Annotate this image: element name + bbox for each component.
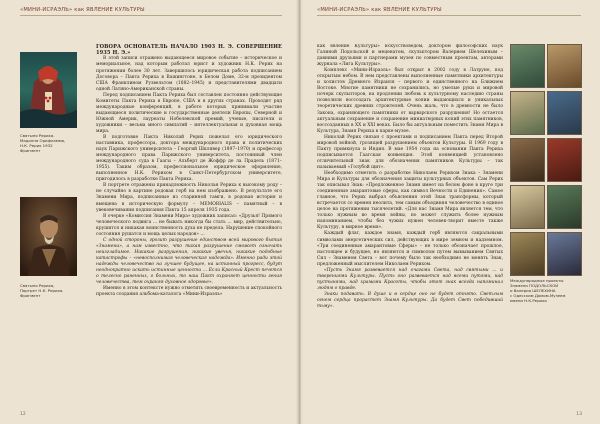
italic-quote: Знаки подавать. В душе и в сердце оно не будет отнято. Светлым огнем сердца прорастет Знамя Культуры. Да будет Свет победивший тьму». bbox=[317, 291, 503, 310]
paragraph: как явление Культуры» искусствоведом, доктором философских наук Галиной Подольской и меценатом, скульптором Валерием Шелехиным – давними друзьями и партнерами музея по совместным проектам, авторами журнала «Лига Культуры». bbox=[317, 44, 503, 68]
caption-painting bbox=[20, 133, 65, 153]
cover-thumbnail bbox=[547, 44, 582, 88]
caption-line: Мадонна Орифламма, bbox=[20, 138, 66, 143]
caption-line: Международные проекты bbox=[510, 278, 564, 283]
paragraph: Необходимо отметить о разработке Николаем Рерихом Знака – Знамени Мира и Культуры для обозначения защиты культурных объектов. Сам Рерих так описывал Знак: «Предложенное Знамя имеет на белом фоне в круге три соединенные амарантовые сферы, как символ Вечности и Единения». Самое главное, что Рерих выбрал объяснения этой Знак трансформы, который встречается со времен неолита, тем самым объединяя человечество в единое целое на протяжении тысячелетий. «Для нас Знамя Мира является тем, что только нужным во время войны, но может служить более нужным напоминанием, чтобы без чужих нужен человек-творит вместе также Культуру, в мирное время». bbox=[317, 170, 503, 231]
right-page bbox=[301, 0, 600, 424]
italic-quote: «Пусть Знамя развевается над очагами Света, над святыми ... и творениями Культуры. Пусть оно развевается над всеми путями, над пустынями, над храмами Красоты, чтобы этот знак всегда напоминал людям о правде. bbox=[317, 267, 503, 291]
caption-portrait bbox=[20, 283, 63, 298]
caption-projects bbox=[510, 278, 565, 303]
cover-thumbnail bbox=[510, 138, 545, 182]
paragraph: Николай Рерих связан с проектами и подписанием Пакта перед Второй мировой войной, грозящей разрушением объектов Культуры. В 1969 году в Пакту примкнула и Индия. В мае 1954 года на основании Пакта Рериха подписывается Гаагская конвенция. Этой конвенцией установлено отличительный знак для обозначения памятников Культуры – так называемый «Голубой щит». bbox=[317, 134, 503, 170]
cover-thumbnail bbox=[510, 44, 545, 88]
cover-thumbnail bbox=[510, 185, 545, 229]
column-heading: ГОВОРА ОСНОВАТЕЛЬ НАЧАЛО 1903 Н. Э. СОВЕРШЕНИЕ 1935 Н. Э.» bbox=[96, 44, 282, 57]
caption-line: и Валерия ШЕЛЕХИНА bbox=[510, 288, 556, 293]
right-text-column bbox=[317, 44, 503, 408]
cover-thumbnail bbox=[547, 232, 582, 276]
paragraph: Перед подписанием Пакта Рериха был составлен постоянно действующие Комитеты Пакта Рериха в Европе, США и в других странах. Проходит ряд международные конференций, в работе которых принимали участие выдающиеся политические и государственные деятели Европы, Северной и Южной Америк, лауреаты Нобелевской премий, ученые, писатели и художники – весьма много симпатий – интеллектуальная и духовная мощь мира. bbox=[96, 92, 282, 134]
paragraph: Именно в этом контексте нужно отметить своевременность и актуальность проекта создания альбома-каталога «Мини-Израэль» bbox=[96, 286, 282, 298]
caption-line: с Одесским Домом-Музеем bbox=[510, 293, 566, 298]
cover-thumbnail bbox=[547, 185, 582, 229]
header-rule-right bbox=[317, 15, 581, 16]
header-rule-left bbox=[20, 15, 282, 16]
paragraph: В подготовке Пакта Николай Рерих пожелал его юридического наставника, профессора, доктора международного права и политических наук Парижского университета – Георгий Шклявер (1897–1970) и профессор международного права Парижского университета, постоянный член международного суда в Гаагы – Альберт де Жоффр де ла Прадель (1871–1955). Таким образом, профессиональное юридическое оформление, выполненное Н.К. Рерихом в Санкт-Петербургском университете, пригодилось в разработке Пакта Рериха. bbox=[96, 135, 282, 183]
caption-line: Святыня Рериха. bbox=[20, 133, 55, 138]
caption-line: имени Н.К.Рериха bbox=[510, 298, 547, 303]
left-page bbox=[0, 0, 299, 424]
cover-thumbnail bbox=[547, 138, 582, 182]
painting-icon bbox=[20, 52, 77, 128]
caption-line: Фрагмент bbox=[20, 148, 41, 153]
paragraph: В портрете отражены принадлежность Николая Рериха к высокому роду – не случайно в картине родовая герб на нем изображено. В результате его Знамени Мира, подписанные из старинной тамги, в родовая история и вмещена в историческую формулу – MEMORIALIS – памятный – в увековечивании подписания Пакта 15 апреля 1935 года. bbox=[96, 183, 282, 213]
italic-quote: С одной стороны, грозит разрушение единством всей мирового бытия «Знамени», а нам известно, что такая разрушение сможет означать неизгладимое. Никакие разрушения, никакие увечья, никакие подобные катастрофы – «невосполнимая человеческая надежда». Именно ради этой надежды человечество на лучшее будущее, на истинный прогресс, будут неоднократно искать истинные ценности ... Если Красный Крест печется о телесно раненных, о больных, то наш Пакт охраняет ценности гения человечества, тем охраняя духовное здоровье». bbox=[96, 237, 282, 286]
paragraph: В очерке «Комиссия Знамени Мира» художник записал: «Друзья! Прямого человеческого подвига ... не бывать никогда бы стать ... мир, действительно, крушится и никакая воинственность духа не предела. Нарушение спокойного состояния рушатся и мощь целых народов» ... bbox=[96, 213, 282, 237]
caption-line: Святыня Рериха, bbox=[20, 283, 55, 288]
cover-thumbnail bbox=[547, 91, 582, 135]
paragraph: Комплекс «Мини-Израэль» был открыт в 2002 году в Латруне, под открытым небом. В нем представлены выполненные памятники архитектуры и холистов Древнего Израиля – первого и единственного на Ближнем Востоке. Многие памятники не сохранились, но умелые руки и мировой почерк скульпторов, на продлении любовь к культурному наследию страны позволили воссоздать архитектурные копии выдающихся и уникальных теоретических древних строителей. Очень жаль, что в древности не было Закона, охраняющего памятники от варварского разрушения! Но остается актуальным сохранение и сохранение миниатюрных копий этих памятников, воссозданных в XX и XXI веках. Было бы актуальным поместить Знамя Мира в Культура, Знамя Рериха в парке-музее. bbox=[317, 68, 503, 134]
running-head-left: «МИНИ-ИСРАЭЛЬ» как ЯВЛЕНИЕ КУЛЬТУРЫ bbox=[20, 7, 145, 13]
book-gutter bbox=[296, 0, 304, 424]
page-number-left: 12 bbox=[20, 412, 26, 417]
caption-line: Портрет Н.К. Рериха. bbox=[20, 288, 64, 293]
roerich-portrait bbox=[20, 197, 77, 276]
caption-line: Знамени ПОДОЛЬСКОЙ bbox=[510, 283, 559, 288]
portrait-icon bbox=[20, 197, 77, 276]
cover-thumbnail bbox=[510, 91, 545, 135]
left-text-column bbox=[96, 44, 282, 408]
page-number-right: 13 bbox=[576, 412, 582, 417]
caption-line: Н.К. Рерих 1932 bbox=[20, 143, 53, 148]
running-head-right: «МИНИ-ИСРАЭЛЬ» как ЯВЛЕНИЕ КУЛЬТУРЫ bbox=[317, 7, 442, 13]
cover-thumbnail bbox=[510, 232, 545, 276]
paragraph: Каждый флаг, каждое знамя, каждый герб являются сакральными символами энергетических сил, действующих в мире земном и надземном. «Три соединенные амарантовые Сферы» – не только обозначает прошлое, настоящее и будущее, но являются и символом путем вымыванием Святых Сил – Знаменем Света – вот почему было так необходимо не менять Знак, предложенный мыслителем Николаем Рерихом. bbox=[317, 231, 503, 267]
madonna-oriflamma-painting bbox=[20, 52, 77, 128]
paragraph: В этой записи отражено выдающееся мировое событие – историческое и мемориальное, над которым работал юрист и художник Н.К. Рерих на протяжении более 30 лет. Завершилось юридическая работа подписанием Договора – Пакта Рериха в Вашингтоне, в Белом Доме, 32-м президентом США Франклином Рузвельтом (1882–1945) и представителями двадцати одной Латино-Американской страны. bbox=[96, 56, 282, 92]
caption-line: Фрагмент bbox=[20, 293, 41, 298]
